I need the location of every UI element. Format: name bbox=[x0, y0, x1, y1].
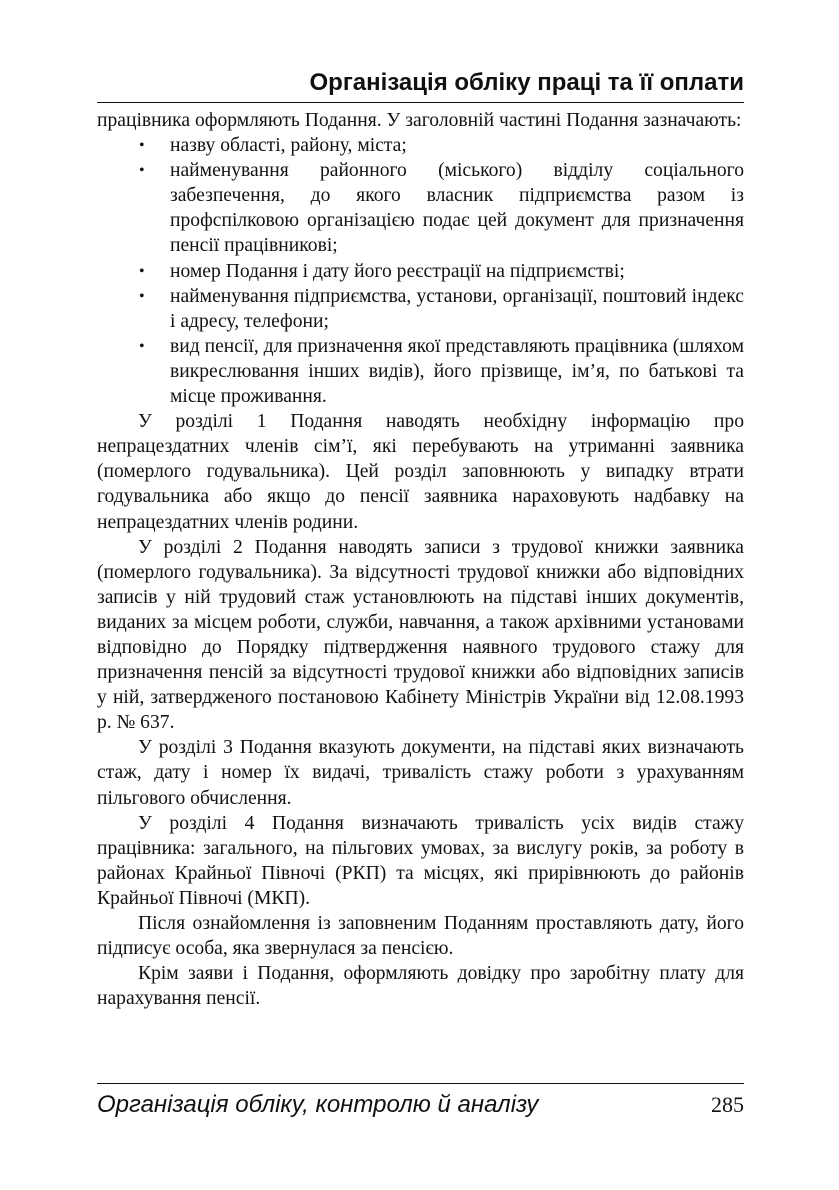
page-number: 285 bbox=[711, 1092, 744, 1117]
list-item-text: назву області, району, міста; bbox=[170, 135, 407, 157]
list-item-text: найменування районного (міського) відділу соціального забезпечення, до якого власник підприємства разом із профспілковою організацією подає цей документ для призначення пенсії працівникові; bbox=[170, 160, 744, 257]
list-item-text: номер Подання і дату його реєстрації на підприємстві; bbox=[170, 260, 625, 282]
list-item-text: найменування підприємства, установи, організації, поштовий індекс і адресу, телефони; bbox=[170, 285, 744, 332]
section-1-paragraph: У розділі 1 Подання наводять необхідну інформацію про непрацездатних членів сім’ї, які перебувають на утриманні заявника (померлого годувальника). Цей розділ заповнюють у випадку втрати годувальника або якщо до пенсії заявника нараховують надбавку на непрацездатних членів родини. bbox=[97, 411, 744, 533]
page-footer bbox=[97, 1083, 744, 1120]
running-header-title: Організація обліку праці та її оплати bbox=[97, 68, 744, 103]
signature-paragraph: Після ознайомлення із заповненим Поданням проставляють дату, його підписує особа, яка звернулася за пенсією. bbox=[97, 913, 744, 960]
section-4-paragraph: У розділі 4 Подання визначають тривалість усіх видів стажу працівника: загального, на пільгових умовах, за вислугу років, за роботу в районах Крайньої Півночі (РКП) та місцях, які прирівнюють до районів Крайньої Півночі (МКП). bbox=[97, 812, 744, 909]
list-item bbox=[139, 158, 744, 258]
salary-certificate-paragraph: Крім заяви і Подання, оформляють довідку про заробітну плату для нарахування пенсії. bbox=[97, 963, 744, 1010]
bullet-icon: • bbox=[139, 287, 145, 305]
list-item bbox=[139, 284, 744, 334]
bullet-icon: • bbox=[139, 137, 145, 155]
intro-paragraph: працівника оформляють Подання. У заголовній частині Подання зазначають: bbox=[97, 110, 742, 131]
list-item bbox=[139, 259, 744, 284]
bullet-icon: • bbox=[139, 337, 145, 355]
list-item bbox=[139, 133, 744, 158]
list-item bbox=[139, 334, 744, 409]
bullet-icon: • bbox=[139, 262, 145, 280]
body-text bbox=[97, 108, 744, 1011]
section-3-paragraph: У розділі 3 Подання вказують документи, на підставі яких визначають стаж, дату і номер їх видачі, тривалість стажу роботи з урахуванням пільгового обчислення. bbox=[97, 737, 744, 809]
section-2-paragraph: У розділі 2 Подання наводять записи з трудової книжки заявника (померлого годувальника). За відсутності трудової книжки або відповідних записів у ній трудовий стаж установлюють на підставі інших документів, виданих за місцем роботи, служби, навчання, а також архівними установами відповідно до Порядку підтвердження наявного трудового стажу для призначення пенсій за відсутності трудової книжки або відповідних записів у ній, затвердженого постановою Кабінету Міністрів України від 12.08.1993 р. № 637. bbox=[97, 536, 744, 734]
bullet-icon: • bbox=[139, 162, 145, 180]
bullet-list bbox=[97, 133, 744, 409]
list-item-text: вид пенсії, для призначення якої представляють працівника (шляхом викреслювання інших видів), його прізвище, ім’я, по батькові та місце проживання. bbox=[170, 335, 744, 408]
document-page bbox=[97, 68, 744, 1011]
footer-book-title: Організація обліку, контролю й аналізу bbox=[97, 1091, 539, 1118]
